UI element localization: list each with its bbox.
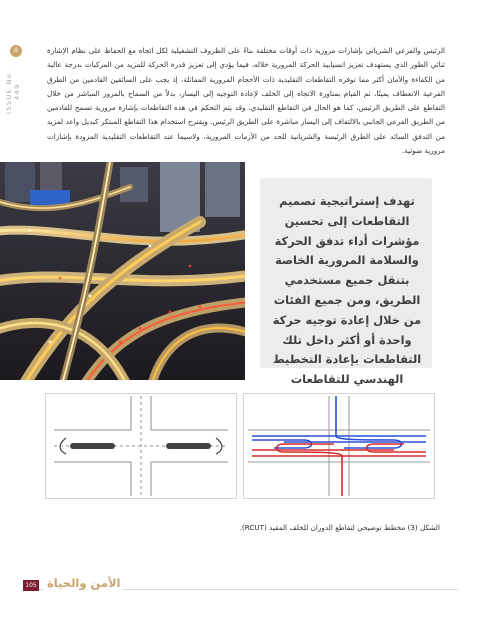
pull-quote-text: تهدف إستراتيجية تصميم التقاطعات إلى تحسين مؤشرات أداء تدفق الحركة والسلامة المرورية الخاصة بتنقل جميع مستخدمي الطريق، ومن جميع الفئات من خلال إعادة توجيه حركة واحدة أو أكثر داخل تلك التقاطعات بإعادة التخطيط الهندسي للتقاطعات [272,194,422,387]
issue-number-label: ISSUE No. 449 [5,69,21,115]
figure-caption: الشكل (3) مخطط توضيحي لتقاطع الدوران للخلف المقيد (RCUT). [239,523,440,532]
logo-glyph: ☼ [12,46,20,55]
article-paragraph: الرئيس والفرعي الشرياني بإشارات مرورية ذات أوقات مختلفة بناءً على الظروف التشغيلية لكل اتجاه مع الحفاظ على نظام الإشارة ثنائي الطور الذي يستهدف تعزيز انسيابية الحركة المرورية خلاله، فيما يؤدي إلى تعزيز قدرة الحركة للمزيد من المركبات بدرجة عالية من الكفاءة والأمان أكثر مما توفره التقاطعات التقليدية ذات الأحجام المرورية المماثلة، إذ يجب على السائقين القادمين من الطرق الفرعية الانعطاف يمينًا، ثم القيام بمناورة الاتجاه إلى الخلف لإعادة التوجيه إلى اليسار، بدلاً من السماح بالمرور المباشر من خلال التقاطع على الطريق الرئيس، كما هو الحال في التقاطع التقليدي. وقد يتم التحكم في هذه التقاطعات بإشارة مرورية تسمح للقادمين من الطريق الفرعي الجانبي بالالتفاف إلى اليسار مباشرة على الطريق الرئيس. ويقترح استخدام هذا التقاطع المبتكر كبديل واعد لمزيد من التدفق السائد على الطرق الرئيسة والشريانية للحد من الأزمات المرورية، ولاسيما عند التقاطعات التقليدية المزودة بإشارات مرورية ضوئية. [47,46,445,156]
rcut-traffic-flow-diagram [243,393,435,499]
page-number: 105 [23,580,39,591]
highway-interchange-photo [0,162,245,380]
article-body [47,44,445,158]
rcut-intersection-diagram [45,393,237,499]
pull-quote-box [260,178,432,387]
magazine-logo-icon [10,45,22,57]
magazine-brand: الأمن والحياة [44,576,123,590]
